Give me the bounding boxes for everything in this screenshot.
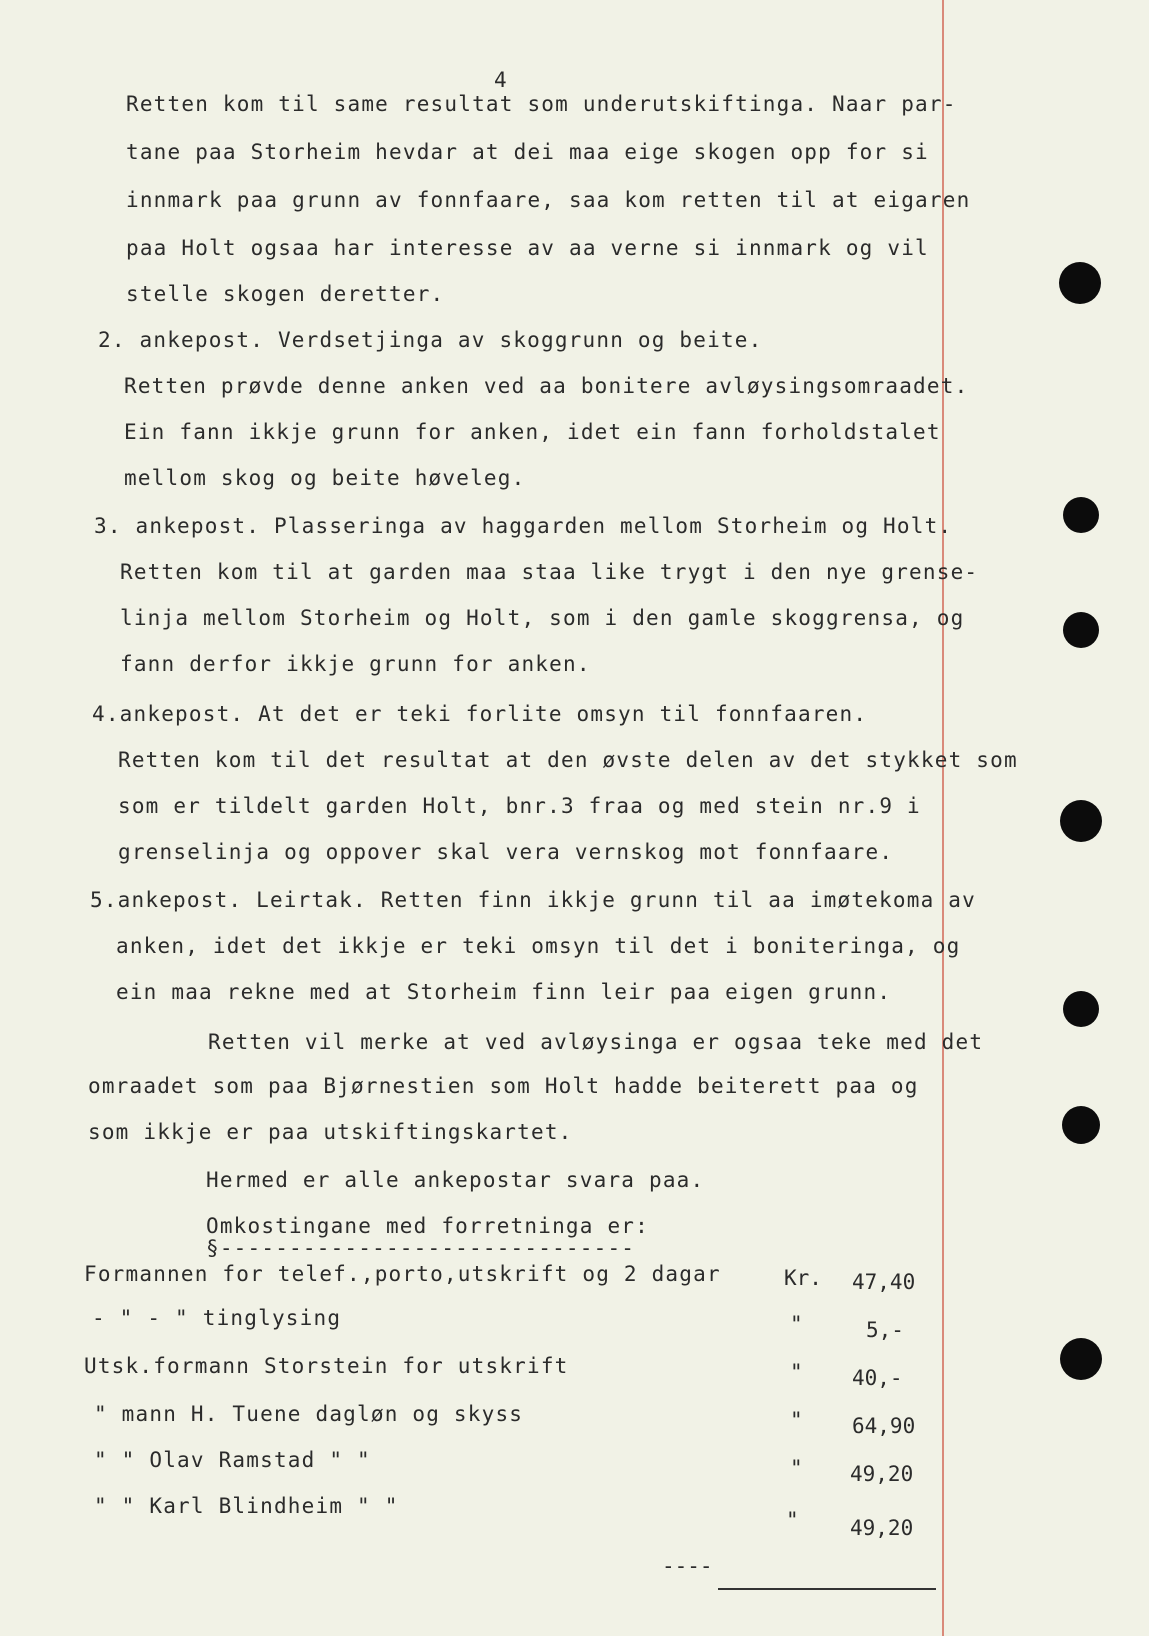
section-heading: 2. ankepost. Verdsetjinga av skoggrunn og beite. xyxy=(98,328,763,352)
cost-description: - " - " tinglysing xyxy=(92,1306,342,1330)
text-line: innmark paa grunn av fonnfaare, saa kom retten til at eigaren xyxy=(126,188,971,212)
punch-hole-icon xyxy=(1062,1106,1100,1144)
cost-description: " " Olav Ramstad " " xyxy=(94,1448,371,1472)
punch-hole-icon xyxy=(1060,1338,1102,1380)
text-line: stelle skogen deretter. xyxy=(126,282,445,306)
cost-currency: " xyxy=(790,1360,803,1384)
cost-amount: 49,20 xyxy=(850,1462,914,1486)
text-line: grenselinja og oppover skal vera vernskog mot fonnfaare. xyxy=(118,840,894,864)
text-line: omraadet som paa Bjørnestien som Holt hadde beiterett paa og xyxy=(88,1074,919,1098)
red-margin-line xyxy=(942,0,944,1636)
text-line: Retten kom til at garden maa staa like trygt i den nye grense- xyxy=(120,560,979,584)
text-line: Omkostingane med forretninga er: xyxy=(206,1214,649,1238)
cost-amount: 40,- xyxy=(852,1366,903,1390)
text-line: Retten vil merke at ved avløysinga er ogsaa teke med det xyxy=(208,1030,984,1054)
cost-currency: Kr. xyxy=(784,1266,822,1290)
text-line: linja mellom Storheim og Holt, som i den gamle skoggrensa, og xyxy=(120,606,965,630)
total-rule xyxy=(718,1588,936,1590)
text-line: fann derfor ikkje grunn for anken. xyxy=(120,652,591,676)
text-line: Hermed er alle ankepostar svara paa. xyxy=(206,1168,705,1192)
text-line: mellom skog og beite høveleg. xyxy=(124,466,526,490)
cost-amount: 64,90 xyxy=(852,1414,916,1438)
section-heading: 4.ankepost. At det er teki forlite omsyn til fonnfaaren. xyxy=(92,702,868,726)
text-line: Retten kom til same resultat som underutskiftinga. Naar par- xyxy=(126,92,957,116)
text-line: tane paa Storheim hevdar at dei maa eige skogen opp for si xyxy=(126,140,929,164)
section-heading: 3. ankepost. Plasseringa av haggarden mellom Storheim og Holt. xyxy=(94,514,953,538)
text-line: som er tildelt garden Holt, bnr.3 fraa og med stein nr.9 i xyxy=(118,794,921,818)
cost-description: " " Karl Blindheim " " xyxy=(94,1494,399,1518)
page-number: 4 xyxy=(494,68,508,92)
cost-description: Formannen for telef.,porto,utskrift og 2 dagar xyxy=(84,1262,721,1286)
cost-currency: " xyxy=(790,1456,803,1480)
cost-currency: " xyxy=(790,1312,803,1336)
text-line: ein maa rekne med at Storheim finn leir paa eigen grunn. xyxy=(116,980,892,1004)
punch-hole-icon xyxy=(1059,262,1101,304)
text-line: anken, idet det ikkje er teki omsyn til det i boniteringa, og xyxy=(116,934,961,958)
cost-amount: 49,20 xyxy=(850,1516,914,1540)
text-line: Ein fann ikkje grunn for anken, idet ein fann forholdstalet xyxy=(124,420,941,444)
text-line: Retten prøvde denne anken ved aa bonitere avløysingsomraadet. xyxy=(124,374,969,398)
text-line: paa Holt ogsaa har interesse av aa verne si innmark og vil xyxy=(126,236,929,260)
punch-hole-icon xyxy=(1060,800,1102,842)
text-line: som ikkje er paa utskiftingskartet. xyxy=(88,1120,573,1144)
cost-description: " mann H. Tuene dagløn og skyss xyxy=(94,1402,524,1426)
section-heading: 5.ankepost. Leirtak. Retten finn ikkje grunn til aa imøtekoma av xyxy=(90,888,976,912)
underline-dashes: §------------------------------ xyxy=(206,1236,636,1260)
punch-hole-icon xyxy=(1063,991,1099,1027)
cost-amount: 47,40 xyxy=(852,1270,916,1294)
punch-hole-icon xyxy=(1063,612,1099,648)
total-dashes: ---- xyxy=(662,1554,713,1578)
cost-currency: " xyxy=(786,1508,799,1532)
cost-amount: 5,- xyxy=(866,1318,904,1342)
cost-currency: " xyxy=(790,1408,803,1432)
punch-hole-icon xyxy=(1063,497,1099,533)
cost-description: Utsk.formann Storstein for utskrift xyxy=(84,1354,569,1378)
text-line: Retten kom til det resultat at den øvste delen av det stykket som xyxy=(118,748,1018,772)
